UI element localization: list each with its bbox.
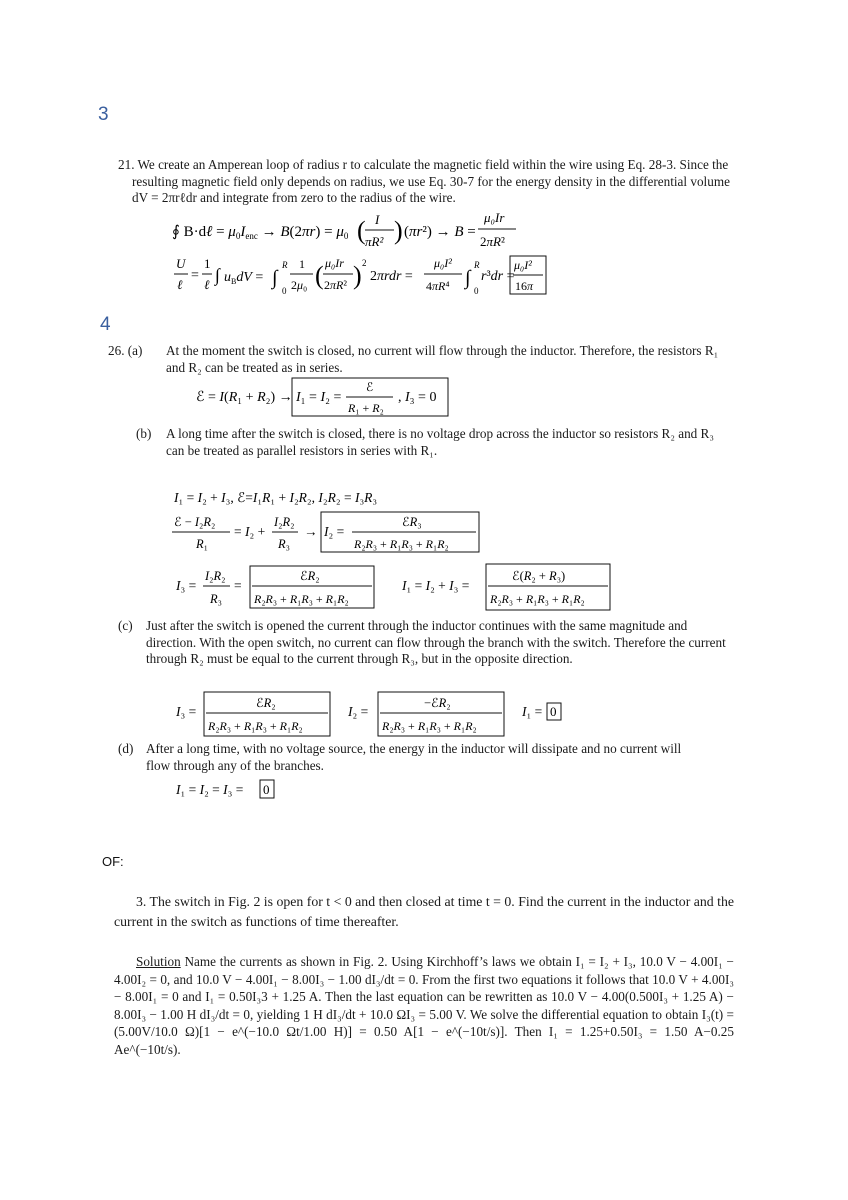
svg-text:2πR²: 2πR² xyxy=(324,278,347,292)
svg-text:R₃: R₃ xyxy=(210,592,222,606)
problem-26-c-text: Just after the switch is opened the current through the inductor continues with the same magnitude and direction. With the open switch, no current can flow through the branch with the switch. Therefore the current through R₂ must be equal to the current through R₃, but in the opposite direction. xyxy=(146,618,726,667)
problem-21-equation-1 xyxy=(172,210,532,258)
svg-text:I₁ = I₂ + I₃, ℰ=I₁R₁ + I₂R₂,: I₁ = I₂ + I₃, ℰ=I₁R₁ + I₂R₂, I₂R₂ = I₃R₃ xyxy=(174,490,378,505)
svg-text:): ) xyxy=(394,216,403,245)
svg-text:ℰR₂: ℰR₂ xyxy=(256,696,276,710)
svg-text:R₂R₃ + R₁R₃ + R₁R₂: R₂R₃ + R₁R₃ + R₁R₂ xyxy=(208,719,303,733)
svg-text:I: I xyxy=(375,212,380,227)
solution-text: Name the currents as shown in Fig. 2. Using Kirchhoff’s laws we obtain I₁ = I₂ + I₃, 10.0 V − 4.00I₁ − 4.00I₂ = 0, and 10.0 V − 4.00I₁ − 8.00I₃ − 1.00 dI₃/dt = 0. From the first two equations it follows that 10.0 V + 4.00I₃ − 8.00I₁ = 0 and I₁ = 0.50I₃3 + 1.25 A. Then the last equation can be rewritten as 10.0 V − 4.00(0.500I₃ + 1.25 A) − 8.00I₃ − 1.00 H dI₃/dt = 0, yielding 1 H dI₃/dt + 10.0 ΩI₃ = 5.00 V. We solve the differential equation to obtain I₃(t) = (5.00V/10.0 Ω)[1 − e^(−10.0 Ωt/1.00 H)] = 0.50 A[1 − e^(−10t/s)]. Then I₁ = 1.25+0.50I₃ = 1.50 A−0.25 Ae^(−10t/s). xyxy=(114,954,734,1057)
problem-26-c-equations xyxy=(172,688,572,744)
svg-text:U: U xyxy=(176,256,186,271)
svg-text:I₁ = I₂ = I₃ =: I₁ = I₂ = I₃ = xyxy=(176,782,244,797)
zero-current-equation xyxy=(174,777,284,803)
svg-text:uBdV =: $u_BdV$ = xyxy=(224,270,264,286)
energy-integral-equation xyxy=(172,254,552,300)
svg-text:I₂R₂: I₂R₂ xyxy=(274,515,295,529)
svg-text:I₃ =: I₃ = xyxy=(176,704,197,719)
problem-3-solution xyxy=(114,953,734,1059)
problem-26-b-equations xyxy=(172,484,622,620)
problem-3-statement: 3. The switch in Fig. 2 is open for t < 0 and then closed at time t = 0. Find the current in the inductor and the current in the switch as functions of time thereafter. xyxy=(114,894,734,929)
ampere-law-equation xyxy=(172,210,532,254)
open-switch-current-equations xyxy=(172,688,572,740)
svg-text:μ₀I²: μ₀I² xyxy=(434,256,452,270)
solution-label: Solution xyxy=(136,954,181,969)
svg-text:(: ( xyxy=(315,261,324,290)
problem-26-b-label: (b) xyxy=(136,426,152,441)
problem-26-b-text: A long time after the switch is closed, there is no voltage drop across the inductor so resistors R₂ and R₃ can be treated as parallel resistors in series with R₁. xyxy=(166,426,714,458)
svg-text:πR²: πR² xyxy=(365,234,384,249)
svg-text:= I₂ +: = I₂ + xyxy=(234,524,266,539)
problem-26-d-equation xyxy=(174,777,284,807)
svg-text:2μ₀: 2μ₀ xyxy=(291,278,308,292)
problem-21-equation-2 xyxy=(172,254,552,304)
of-label: OF: xyxy=(102,854,124,869)
svg-text:ℓ: ℓ xyxy=(204,277,210,292)
svg-text:2πR²: 2πR² xyxy=(480,234,505,249)
svg-text:R₁ + R₂: R₁ + R₂ xyxy=(348,401,384,415)
svg-text:ℰ − I₂R₂: ℰ − I₂R₂ xyxy=(174,515,216,529)
svg-text:→: → xyxy=(304,524,318,539)
svg-text:μ₀Ir: μ₀Ir xyxy=(325,256,344,270)
svg-text:R₁: R₁ xyxy=(196,537,208,551)
svg-text:0: 0 xyxy=(263,782,270,797)
section-number-4: 4 xyxy=(100,314,111,335)
svg-text:R: R xyxy=(282,260,288,270)
svg-text:∫: ∫ xyxy=(465,267,471,289)
svg-text:μ₀Ir: μ₀Ir xyxy=(484,210,505,225)
svg-text:1: 1 xyxy=(204,256,211,271)
svg-text:(πr²) → B =: (πr²) → B = xyxy=(404,224,476,240)
svg-text:∫: ∫ xyxy=(272,267,278,289)
svg-text:I₁ = I₂ + I₃ =: I₁ = I₂ + I₃ = xyxy=(402,578,470,593)
svg-text:r³dr =: r³dr = xyxy=(481,269,515,284)
svg-text:R: R xyxy=(474,260,480,270)
svg-text:I₃ =: I₃ = xyxy=(176,578,197,593)
svg-text:−ℰR₂: −ℰR₂ xyxy=(424,696,451,710)
svg-text:R₂R₃ + R₁R₃ + R₁R₂: R₂R₃ + R₁R₃ + R₁R₂ xyxy=(354,537,449,551)
svg-text:0: 0 xyxy=(550,704,557,719)
problem-26-d-label: (d) xyxy=(118,741,134,756)
problem-26-c-label: (c) xyxy=(118,618,133,633)
parallel-current-equations xyxy=(172,484,622,616)
svg-text:I₂ =: I₂ = xyxy=(348,704,369,719)
svg-text:ℰ = I(R₁ + R₂) →: ℰ = I(R₁ + R₂) → xyxy=(196,390,293,405)
problem-26-d-text: After a long time, with no voltage source, the energy in the inductor will dissipate and no current will flow through any of the branches. xyxy=(146,741,682,773)
svg-text:=: = xyxy=(234,578,242,593)
svg-text:0: 0 xyxy=(282,286,287,296)
svg-text:R₃: R₃ xyxy=(278,537,290,551)
svg-text:∫: ∫ xyxy=(215,265,220,285)
svg-text:4πR⁴: 4πR⁴ xyxy=(426,279,450,293)
problem-26-a-equation xyxy=(196,376,456,424)
svg-text:ℰR₂: ℰR₂ xyxy=(300,569,320,583)
svg-text:0: 0 xyxy=(474,286,479,296)
section-number-3: 3 xyxy=(98,104,109,125)
svg-text:∮ B·dℓ = μ0Ienc → B(2πr) = μ0: ∮ B·dℓ = $\mu_0I_{enc} \to B(2\pi r) = \mu_0$ xyxy=(172,224,349,241)
svg-text:2: 2 xyxy=(362,258,367,268)
svg-text:ℰ(R₂ + R₃): ℰ(R₂ + R₃) xyxy=(512,569,566,583)
svg-text:I₂ =: I₂ = xyxy=(324,524,345,539)
svg-text:): ) xyxy=(353,261,362,290)
svg-text:μ₀I²: μ₀I² xyxy=(514,258,532,272)
svg-text:ℰR₃: ℰR₃ xyxy=(402,515,422,529)
svg-text:I₁ = I₂ =: I₁ = I₂ = xyxy=(296,390,342,405)
svg-text:=: = xyxy=(191,268,199,283)
svg-text:I₁ =: I₁ = xyxy=(522,704,543,719)
problem-26-a-text: At the moment the switch is closed, no current will flow through the inductor. Therefore, the resistors R₁ and R₂ can be treated as in series. xyxy=(166,343,719,375)
svg-text:I₂R₂: I₂R₂ xyxy=(205,569,226,583)
svg-text:R₂R₃ + R₁R₃ + R₁R₂: R₂R₃ + R₁R₃ + R₁R₂ xyxy=(254,592,349,606)
svg-text:ℰ: ℰ xyxy=(366,380,374,394)
problem-26-a-label: 26. (a) xyxy=(108,343,143,358)
series-current-equation xyxy=(196,376,456,420)
svg-text:(: ( xyxy=(357,216,366,245)
svg-text:2πrdr =: 2πrdr = xyxy=(370,269,413,284)
svg-text:16π: 16π xyxy=(515,279,534,293)
svg-text:R₂R₃ + R₁R₃ + R₁R₂: R₂R₃ + R₁R₃ + R₁R₂ xyxy=(382,719,477,733)
svg-text:, I₃ = 0: , I₃ = 0 xyxy=(398,390,437,405)
svg-text:1: 1 xyxy=(299,257,305,271)
svg-text:ℓ: ℓ xyxy=(177,277,183,292)
problem-21-text: 21. We create an Amperean loop of radius r to calculate the magnetic field within the wire using Eq. 28-3. Since the resulting magnetic field only depends on radius, we use Eq. 30-7 for the energy density in the differential volume dV = 2πrℓdr and integrate from zero to the radius of the wire. xyxy=(118,157,730,206)
svg-text:R₂R₃ + R₁R₃ + R₁R₂: R₂R₃ + R₁R₃ + R₁R₂ xyxy=(490,592,585,606)
